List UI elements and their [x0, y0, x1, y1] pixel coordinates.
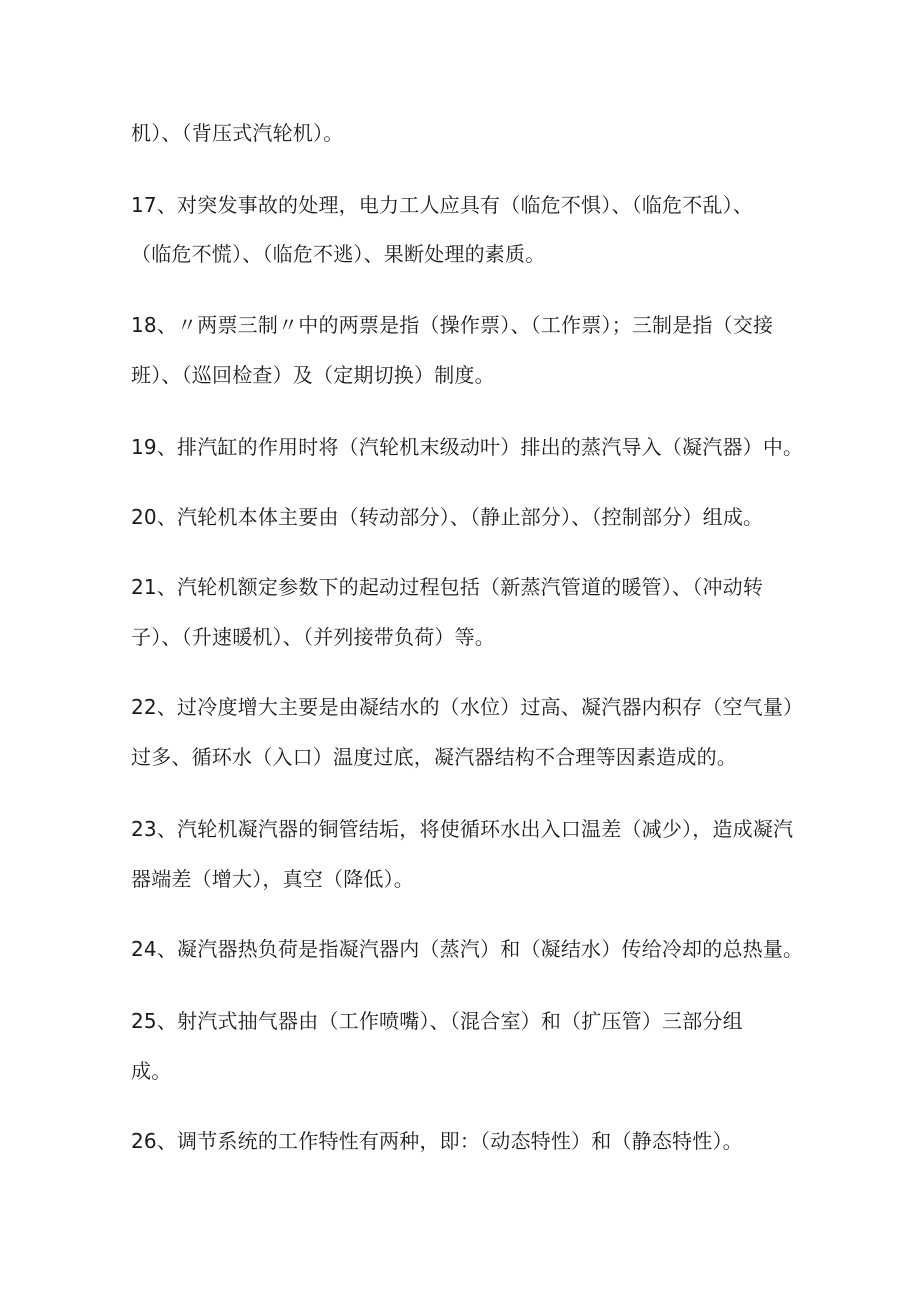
question-25-line-2: 成。: [131, 1059, 172, 1083]
question-23-line-1: 23、汽轮机凝汽器的铜管结垢，将使循环水出入口温差（减少），造成凝汽: [131, 817, 794, 841]
question-17-line-2: （临危不慌）、（临危不逃）、果断处理的素质。: [131, 242, 546, 266]
question-22-line-1: 22、过冷度增大主要是由凝结水的（水位）过高、凝汽器内积存（空气量）: [131, 695, 804, 719]
text-line-continuation-16: 机）、（背压式汽轮机）。: [131, 121, 344, 145]
question-21-line-1: 21、汽轮机额定参数下的起动过程包括（新蒸汽管道的暖管）、（冲动转: [131, 575, 764, 599]
question-20: 20、汽轮机本体主要由（转动部分）、（静止部分）、（控制部分）组成。: [131, 505, 764, 529]
question-18-line-2: 班）、（巡回检查）及（定期切换）制度。: [131, 363, 495, 387]
question-24: 24、凝汽器热负荷是指凝汽器内（蒸汽）和（凝结水）传给冷却的总热量。: [131, 937, 804, 961]
question-21-line-2: 子）、（升速暖机）、（并列接带负荷）等。: [131, 625, 495, 649]
question-18-line-1: 18、〃两票三制〃中的两票是指（操作票）、（工作票）；三制是指（交接: [131, 313, 774, 337]
question-23-line-2: 器端差（增大），真空（降低）。: [131, 867, 414, 891]
question-19: 19、排汽缸的作用时将（汽轮机末级动叶）排出的蒸汽导入（凝汽器）中。: [131, 435, 804, 459]
question-25-line-1: 25、射汽式抽气器由（工作喷嘴）、（混合室）和（扩压管）三部分组: [131, 1009, 743, 1033]
question-17-line-1: 17、对突发事故的处理，电力工人应具有（临危不惧）、（临危不乱）、: [131, 193, 754, 217]
question-22-line-2: 过多、循环水（入口）温度过底，凝汽器结构不合理等因素造成的。: [131, 745, 737, 769]
question-26: 26、调节系统的工作特性有两种，即：（动态特性）和（静态特性）。: [131, 1129, 743, 1153]
